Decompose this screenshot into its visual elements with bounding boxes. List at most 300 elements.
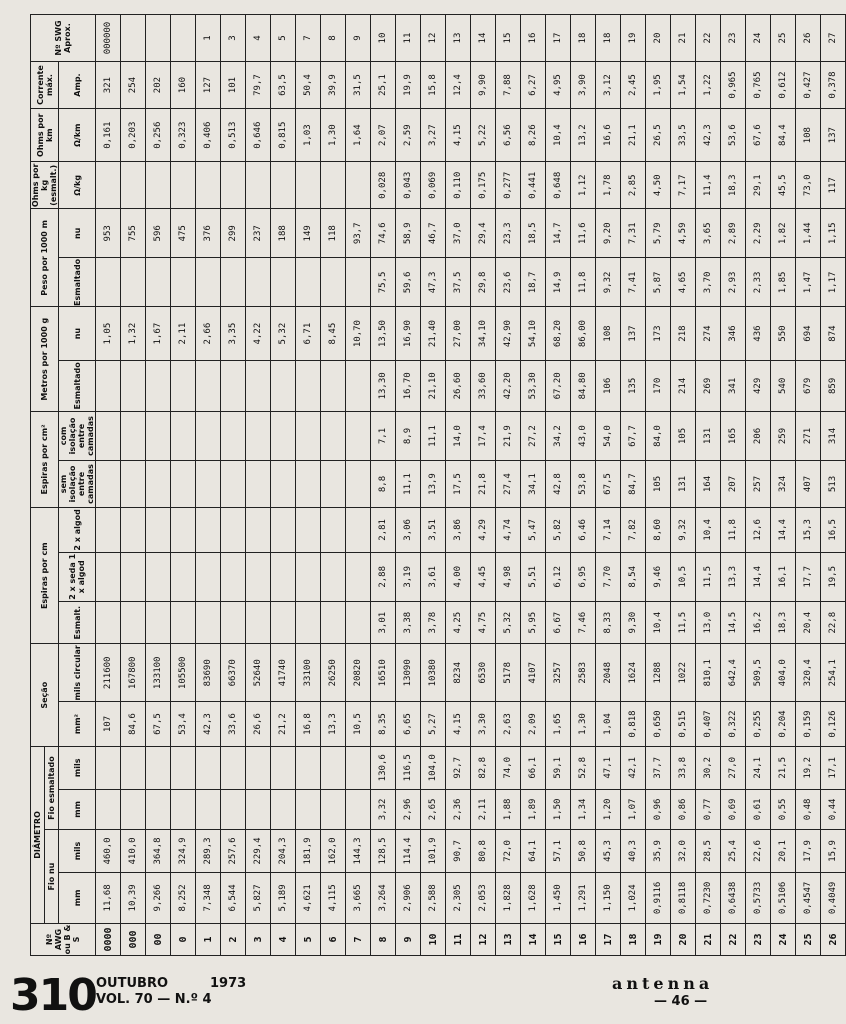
table-cell: 26,6: [246, 702, 271, 747]
table-cell: 4,15: [446, 702, 471, 747]
table-cell: 207: [721, 461, 746, 508]
table-cell: 84,7: [621, 461, 646, 508]
table-cell: 79,7: [246, 62, 271, 109]
table-cell: 3,86: [446, 507, 471, 552]
table-cell: 1,17: [821, 258, 846, 307]
table-cell: [96, 461, 121, 508]
table-cell: 1,32: [121, 307, 146, 360]
table-cell: [121, 507, 146, 552]
table-cell: [321, 552, 346, 601]
table-cell: 3,61: [421, 552, 446, 601]
table-row: [546, 15, 571, 956]
table-cell: 1,65: [546, 702, 571, 747]
awg-cell: 14: [521, 924, 546, 956]
table-cell: 0,61: [746, 789, 771, 830]
table-cell: 4,115: [321, 872, 346, 923]
table-cell: [96, 552, 121, 601]
table-row: [646, 15, 671, 956]
table-cell: 410,0: [121, 830, 146, 873]
table-cell: 4,75: [471, 601, 496, 644]
table-cell: [246, 746, 271, 789]
table-cell: [196, 552, 221, 601]
table-cell: 214: [671, 360, 696, 411]
table-cell: 4,29: [471, 507, 496, 552]
table-cell: 41740: [271, 644, 296, 702]
table-header: [31, 15, 96, 956]
table-cell: 7,46: [571, 601, 596, 644]
table-cell: 42,20: [496, 360, 521, 411]
awg-cell: 17: [596, 924, 621, 956]
table-cell: 3,70: [696, 258, 721, 307]
table-cell: 211600: [96, 644, 121, 702]
swg-cell: 13: [446, 15, 471, 62]
swg-cell: 18: [596, 15, 621, 62]
table-cell: 6,95: [571, 552, 596, 601]
swg-cell: 7: [296, 15, 321, 62]
table-cell: 37,7: [646, 746, 671, 789]
table-cell: 346: [721, 307, 746, 360]
awg-cell: 24: [771, 924, 796, 956]
awg-cell: 7: [346, 924, 371, 956]
table-cell: 0,4547: [796, 872, 821, 923]
table-cell: [271, 789, 296, 830]
table-cell: 0,513: [221, 109, 246, 162]
table-cell: [321, 601, 346, 644]
table-cell: 53,30: [521, 360, 546, 411]
table-cell: 21,1: [621, 109, 646, 162]
table-cell: 3,19: [396, 552, 421, 601]
awg-cell: 21: [696, 924, 721, 956]
table-cell: 9,20: [596, 209, 621, 258]
table-cell: 0,323: [171, 109, 196, 162]
table-cell: 859: [821, 360, 846, 411]
table-cell: 6,544: [221, 872, 246, 923]
swg-cell: [121, 15, 146, 62]
table-cell: [96, 601, 121, 644]
swg-cell: 24: [746, 15, 771, 62]
table-cell: 436: [746, 307, 771, 360]
table-cell: 2,29: [746, 209, 771, 258]
table-cell: 33100: [296, 644, 321, 702]
table-cell: [271, 411, 296, 460]
table-row: [671, 15, 696, 956]
table-cell: [221, 601, 246, 644]
table-cell: 27,4: [496, 461, 521, 508]
table-cell: 23,3: [496, 209, 521, 258]
table-cell: [346, 507, 371, 552]
table-cell: 8,8: [371, 461, 396, 508]
table-row: [521, 15, 546, 956]
table-row: [121, 15, 146, 956]
table-cell: 47,1: [596, 746, 621, 789]
table-cell: 34,1: [521, 461, 546, 508]
table-cell: 596: [146, 209, 171, 258]
table-cell: 8234: [446, 644, 471, 702]
table-cell: [196, 258, 221, 307]
table-cell: 341: [721, 360, 746, 411]
table-cell: 7,17: [671, 162, 696, 209]
table-cell: 105500: [171, 644, 196, 702]
table-cell: 19,9: [396, 62, 421, 109]
awg-cell: 19: [646, 924, 671, 956]
table-cell: [271, 601, 296, 644]
table-cell: 2,89: [721, 209, 746, 258]
table-cell: [246, 552, 271, 601]
swg-cell: [171, 15, 196, 62]
table-cell: 66,1: [521, 746, 546, 789]
table-cell: [221, 746, 246, 789]
table-cell: 33,5: [671, 109, 696, 162]
table-cell: 1,450: [546, 872, 571, 923]
sub-mils: mils: [59, 746, 96, 789]
table-cell: 107: [96, 702, 121, 747]
awg-cell: 22: [721, 924, 746, 956]
table-cell: 26,5: [646, 109, 671, 162]
table-cell: 0,646: [246, 109, 271, 162]
table-cell: 67,5: [146, 702, 171, 747]
table-cell: 0,9116: [646, 872, 671, 923]
table-cell: 18,3: [771, 601, 796, 644]
table-cell: 33,6: [221, 702, 246, 747]
table-body: [96, 15, 846, 956]
table-cell: [221, 507, 246, 552]
table-cell: 2,11: [171, 307, 196, 360]
table-cell: 1,22: [696, 62, 721, 109]
table-cell: 0,55: [771, 789, 796, 830]
table-cell: 33,60: [471, 360, 496, 411]
table-cell: 2,33: [746, 258, 771, 307]
sub-esmalt: Esmalt.: [59, 601, 96, 644]
table-cell: 16510: [371, 644, 396, 702]
magazine-name: antenna: [612, 974, 714, 993]
table-cell: 0,110: [446, 162, 471, 209]
table-row: [471, 15, 496, 956]
table-cell: 67,20: [546, 360, 571, 411]
table-cell: 4,22: [246, 307, 271, 360]
table-cell: 12,6: [746, 507, 771, 552]
table-cell: 1022: [671, 644, 696, 702]
table-cell: 43,0: [571, 411, 596, 460]
table-cell: 39,9: [321, 62, 346, 109]
table-cell: 11,5: [696, 552, 721, 601]
table-cell: 0,5733: [746, 872, 771, 923]
table-cell: [271, 507, 296, 552]
table-cell: 10,39: [121, 872, 146, 923]
table-cell: 0,043: [396, 162, 421, 209]
table-cell: 14,7: [546, 209, 571, 258]
table-cell: 0,378: [821, 62, 846, 109]
table-cell: 42,3: [696, 109, 721, 162]
table-cell: [196, 507, 221, 552]
table-cell: 3,264: [371, 872, 396, 923]
table-cell: 14,0: [446, 411, 471, 460]
swg-cell: 20: [646, 15, 671, 62]
table-cell: [271, 258, 296, 307]
table-cell: 218: [671, 307, 696, 360]
table-cell: 8,9: [396, 411, 421, 460]
table-cell: 27,00: [446, 307, 471, 360]
issue-year: 1973: [210, 976, 247, 991]
magazine-page-number: — 46 —: [654, 994, 708, 1009]
table-cell: [246, 507, 271, 552]
table-cell: 131: [696, 411, 721, 460]
table-row: [396, 15, 421, 956]
table-cell: 1,15: [821, 209, 846, 258]
table-cell: 1,95: [646, 62, 671, 109]
table-cell: 16,70: [396, 360, 421, 411]
table-cell: 37,0: [446, 209, 471, 258]
awg-cell: 11: [446, 924, 471, 956]
table-cell: 0,4049: [821, 872, 846, 923]
table-cell: 13,30: [371, 360, 396, 411]
table-cell: 274: [696, 307, 721, 360]
table-cell: 104,0: [421, 746, 446, 789]
table-cell: [246, 461, 271, 508]
table-cell: 29,1: [746, 162, 771, 209]
sub-esmaltado: Esmaltado: [59, 258, 96, 307]
table-cell: 4,65: [671, 258, 696, 307]
header-espiras-cm2: Espiras por cm²: [31, 411, 59, 507]
table-cell: 257,6: [221, 830, 246, 873]
table-cell: 133100: [146, 644, 171, 702]
table-cell: 2,59: [396, 109, 421, 162]
table-cell: 475: [171, 209, 196, 258]
table-cell: [121, 461, 146, 508]
table-cell: 0,648: [546, 162, 571, 209]
table-cell: 13,0: [696, 601, 721, 644]
table-cell: 28,5: [696, 830, 721, 873]
table-cell: [296, 789, 321, 830]
table-cell: 0,175: [471, 162, 496, 209]
table-cell: 2,07: [371, 109, 396, 162]
table-cell: 3,06: [396, 507, 421, 552]
awg-cell: 20: [671, 924, 696, 956]
table-cell: 106: [596, 360, 621, 411]
table-cell: 18,5: [521, 209, 546, 258]
table-cell: 17,9: [796, 830, 821, 873]
table-cell: 1,20: [596, 789, 621, 830]
table-cell: 10,5: [671, 552, 696, 601]
table-cell: 2,45: [621, 62, 646, 109]
table-cell: 21,5: [771, 746, 796, 789]
table-cell: [321, 461, 346, 508]
table-cell: 35,9: [646, 830, 671, 873]
table-cell: 0,028: [371, 162, 396, 209]
table-cell: 1,44: [796, 209, 821, 258]
table-cell: [171, 360, 196, 411]
table-cell: [146, 507, 171, 552]
table-cell: 202: [146, 62, 171, 109]
table-cell: 429: [746, 360, 771, 411]
table-cell: 64,1: [521, 830, 546, 873]
table-cell: 188: [271, 209, 296, 258]
awg-cell: 25: [796, 924, 821, 956]
table-cell: 9,32: [671, 507, 696, 552]
table-cell: 8,252: [171, 872, 196, 923]
table-cell: 2,96: [396, 789, 421, 830]
table-cell: 7,1: [371, 411, 396, 460]
table-cell: 50,4: [296, 62, 321, 109]
swg-cell: 1: [196, 15, 221, 62]
table-cell: 3,35: [221, 307, 246, 360]
table-cell: 324: [771, 461, 796, 508]
table-cell: 1,291: [571, 872, 596, 923]
table-cell: 3,27: [421, 109, 446, 162]
table-cell: 75,5: [371, 258, 396, 307]
awg-cell: 12: [471, 924, 496, 956]
table-cell: 755: [121, 209, 146, 258]
table-cell: [146, 746, 171, 789]
swg-cell: 25: [771, 15, 796, 62]
table-cell: 0,126: [821, 702, 846, 747]
table-cell: 1,628: [521, 872, 546, 923]
table-cell: 11,6: [571, 209, 596, 258]
header-peso-1000m: Peso por 1000 m: [31, 209, 59, 307]
table-cell: 257: [746, 461, 771, 508]
table-cell: 19,5: [821, 552, 846, 601]
table-cell: 16,1: [771, 552, 796, 601]
table-cell: 33,8: [671, 746, 696, 789]
table-cell: [121, 746, 146, 789]
swg-cell: 16: [521, 15, 546, 62]
table-cell: 16,5: [821, 507, 846, 552]
table-cell: 513: [821, 461, 846, 508]
table-cell: [221, 552, 246, 601]
table-cell: 59,1: [546, 746, 571, 789]
table-cell: 24,1: [746, 746, 771, 789]
table-cell: 3,38: [396, 601, 421, 644]
table-cell: 72,0: [496, 830, 521, 873]
swg-cell: 9: [346, 15, 371, 62]
table-cell: [146, 258, 171, 307]
header-diametro: DIÂMETRO: [31, 746, 45, 923]
table-cell: 83690: [196, 644, 221, 702]
table-cell: 9,32: [596, 258, 621, 307]
table-cell: [96, 789, 121, 830]
table-cell: 20,1: [771, 830, 796, 873]
table-cell: 2,63: [496, 702, 521, 747]
table-cell: [221, 461, 246, 508]
table-cell: 3,01: [371, 601, 396, 644]
table-cell: 0,815: [271, 109, 296, 162]
table-cell: 0,650: [646, 702, 671, 747]
table-cell: 289,3: [196, 830, 221, 873]
table-cell: 7,31: [621, 209, 646, 258]
table-cell: 12,4: [446, 62, 471, 109]
table-cell: 874: [821, 307, 846, 360]
table-cell: 4107: [521, 644, 546, 702]
table-cell: 2583: [571, 644, 596, 702]
sub-ohm-kg: Ω/kg: [59, 162, 96, 209]
awg-cell: 26: [821, 924, 846, 956]
sub-seda-algod: 2 x seda 1 x algod: [59, 552, 96, 601]
swg-cell: 5: [271, 15, 296, 62]
table-cell: 9,46: [646, 552, 671, 601]
header-awg: Nº AWG ou B & S: [31, 924, 96, 956]
table-cell: 130,6: [371, 746, 396, 789]
wire-table-frame: [30, 14, 839, 956]
table-cell: 105: [646, 461, 671, 508]
table-cell: [271, 461, 296, 508]
table-cell: 0,86: [671, 789, 696, 830]
table-cell: [146, 162, 171, 209]
table-cell: 237: [246, 209, 271, 258]
table-cell: 4,74: [496, 507, 521, 552]
table-cell: 1,82: [771, 209, 796, 258]
table-cell: 4,00: [446, 552, 471, 601]
table-cell: 10,4: [546, 109, 571, 162]
table-cell: [171, 162, 196, 209]
table-cell: 4,98: [496, 552, 521, 601]
table-cell: [271, 746, 296, 789]
swg-cell: 15: [496, 15, 521, 62]
sub-nu: nu: [59, 307, 96, 360]
table-cell: [271, 360, 296, 411]
table-cell: 1,50: [546, 789, 571, 830]
table-cell: [196, 411, 221, 460]
table-cell: [96, 411, 121, 460]
table-cell: [296, 258, 321, 307]
table-cell: [346, 601, 371, 644]
awg-cell: 00: [146, 924, 171, 956]
table-cell: 0,612: [771, 62, 796, 109]
table-cell: [321, 411, 346, 460]
table-cell: 5,47: [521, 507, 546, 552]
table-cell: 17,1: [821, 746, 846, 789]
table-cell: 45,3: [596, 830, 621, 873]
table-cell: 4,45: [471, 552, 496, 601]
table-cell: 5,79: [646, 209, 671, 258]
table-cell: 1,30: [571, 702, 596, 747]
table-row: [371, 15, 396, 956]
table-cell: 23,6: [496, 258, 521, 307]
table-cell: [171, 258, 196, 307]
table-cell: 144,3: [346, 830, 371, 873]
table-cell: 271: [796, 411, 821, 460]
table-cell: 2,588: [421, 872, 446, 923]
header-ohms-kg: Ohms por kg (esmalt.): [31, 163, 58, 208]
table-cell: 204,3: [271, 830, 296, 873]
table-cell: 32,0: [671, 830, 696, 873]
table-cell: 4,59: [671, 209, 696, 258]
table-cell: 6,67: [546, 601, 571, 644]
table-cell: 2,93: [721, 258, 746, 307]
table-cell: 27,0: [721, 746, 746, 789]
table-cell: 5,87: [646, 258, 671, 307]
table-cell: 52,8: [571, 746, 596, 789]
swg-cell: 11: [396, 15, 421, 62]
table-cell: [121, 411, 146, 460]
table-cell: 7,82: [621, 507, 646, 552]
issue-month: OUTUBRO: [96, 976, 169, 991]
table-cell: [171, 552, 196, 601]
table-cell: 25,1: [371, 62, 396, 109]
table-cell: 101: [221, 62, 246, 109]
table-cell: 25,4: [721, 830, 746, 873]
table-cell: [346, 746, 371, 789]
table-cell: 3,65: [696, 209, 721, 258]
table-cell: 18,7: [521, 258, 546, 307]
table-cell: 11,68: [96, 872, 121, 923]
table-cell: 10,4: [696, 507, 721, 552]
table-cell: 5,827: [246, 872, 271, 923]
table-cell: 29,4: [471, 209, 496, 258]
table-cell: 0,277: [496, 162, 521, 209]
table-cell: 8,45: [321, 307, 346, 360]
table-cell: 22,8: [821, 601, 846, 644]
awg-cell: 15: [546, 924, 571, 956]
table-cell: 10,4: [646, 601, 671, 644]
